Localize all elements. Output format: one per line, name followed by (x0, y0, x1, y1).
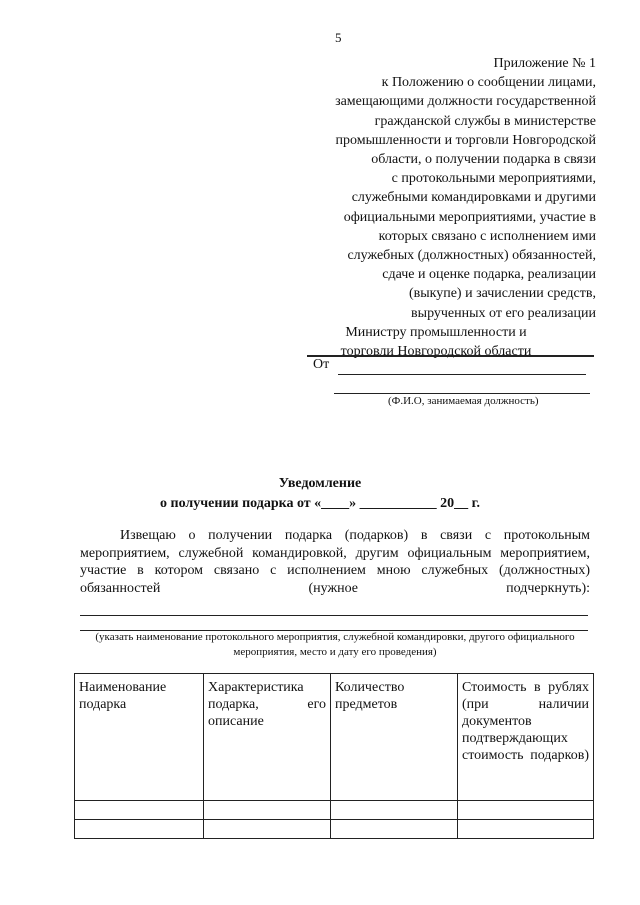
table-cell[interactable] (204, 801, 331, 820)
table-row (75, 801, 594, 820)
appendix-line: (выкупе) и зачислении средств, (408, 286, 596, 302)
addressee-line: торговли Новгородской области (340, 344, 532, 360)
event-line-1 (80, 615, 588, 616)
appendix-line: замещающими должности государственной (335, 94, 596, 110)
notice-title: Уведомление (278, 476, 362, 491)
notice-paragraph (80, 527, 590, 597)
header-quantity: Количество предметов (331, 674, 458, 801)
appendix-line: вырученных от его реализации (411, 305, 596, 321)
gifts-table (74, 673, 594, 839)
header-gift-description: Характеристика подарка, его описание (204, 674, 331, 801)
table-cell[interactable] (331, 820, 458, 839)
table-cell[interactable] (75, 820, 204, 839)
table-cell[interactable] (75, 801, 204, 820)
event-note: (указать наименование протокольного мероприятия, служебной командировки, другого официального мероприятия, место и дату его проведения) (95, 631, 575, 658)
appendix-line: которых связано с исполнением ими (378, 228, 596, 244)
fio-caption: (Ф.И.О, занимаемая должность) (388, 395, 539, 407)
addressee-line: Министру промышленности и (345, 324, 527, 340)
appendix-line: области, о получении подарка в связи (371, 152, 596, 168)
notice-paragraph-text: Извещаю о получении подарка (подарков) в связи с протокольным мероприятием, служебной командировкой, другим официальным мероприятием, участие в котором связано с исполнением мною служебных (должностных) обязанностей (нужное подчеркнуть): (80, 528, 590, 596)
appendix-line: Приложение № 1 (493, 56, 596, 71)
addressee-underline (307, 355, 594, 357)
table-cell[interactable] (204, 820, 331, 839)
from-name-line (338, 374, 586, 375)
from-position-line (334, 393, 590, 394)
appendix-line: служебными командировками и другими (351, 190, 596, 206)
page-number: 5 (335, 30, 342, 45)
table-header-row (75, 674, 594, 801)
table-row (75, 820, 594, 839)
header-cost: Стоимость в рублях (при наличии документов подтверждающих стоимость подарков) (458, 674, 594, 801)
appendix-line: гражданской службы в министерстве (374, 113, 596, 129)
table-cell[interactable] (458, 801, 594, 820)
table-cell[interactable] (458, 820, 594, 839)
notice-subtitle: о получении подарка от «____» ___________ 20__ г. (160, 496, 480, 511)
appendix-line: к Положению о сообщении лицами, (381, 75, 596, 91)
from-label: От (313, 357, 330, 372)
appendix-line: служебных (должностных) обязанностей, (347, 248, 596, 264)
appendix-block (276, 54, 596, 361)
appendix-line: официальными мероприятиями, участие в (343, 209, 596, 225)
appendix-line: с протокольными мероприятиями, (391, 171, 596, 187)
appendix-line: сдаче и оценке подарка, реализации (382, 267, 596, 283)
header-gift-name: Наименование подарка (75, 674, 204, 801)
table-cell[interactable] (331, 801, 458, 820)
appendix-line: промышленности и торговли Новгородской (335, 132, 596, 148)
